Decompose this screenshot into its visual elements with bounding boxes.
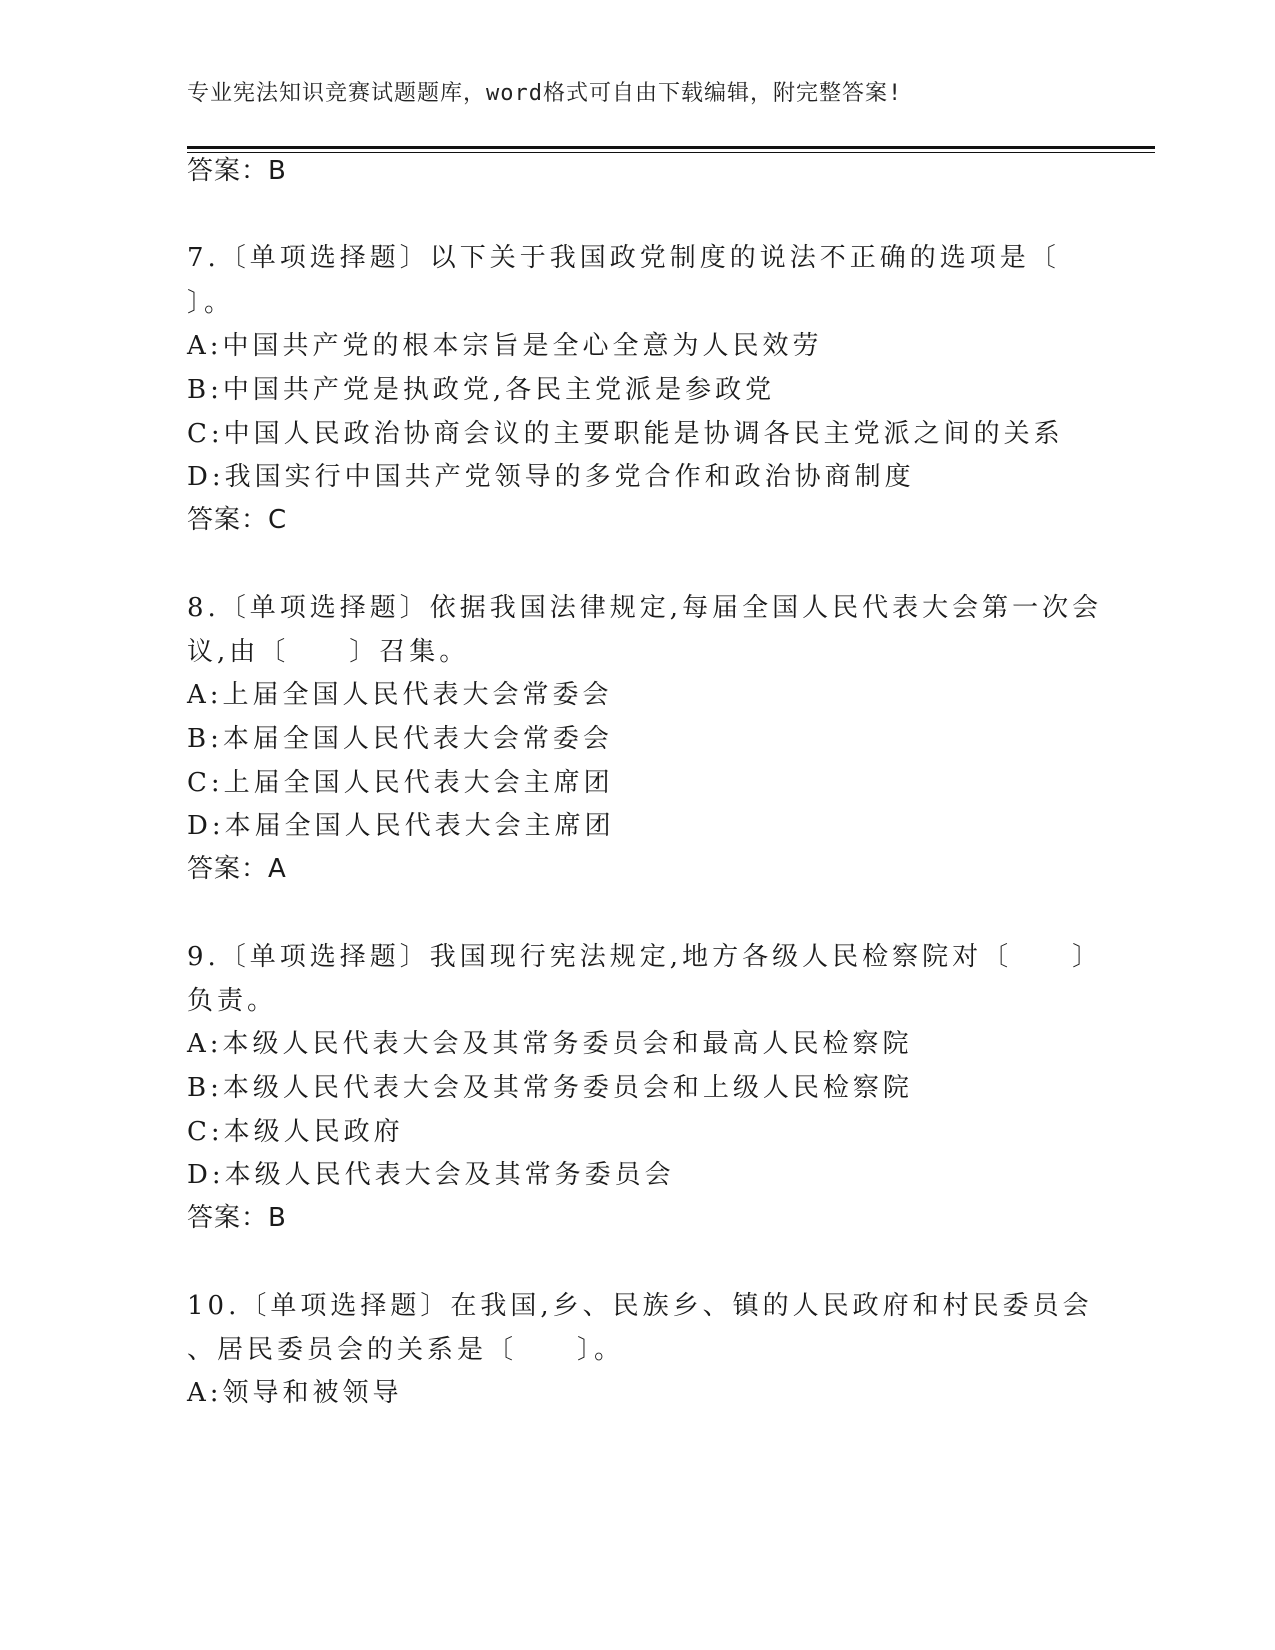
page-header: 专业宪法知识竞赛试题题库，word格式可自由下载编辑，附完整答案! — [187, 81, 903, 106]
header-rule-thin — [187, 152, 1155, 153]
question-7-option-b: B:中国共产党是执政党,各民主党派是参政党 — [187, 375, 776, 405]
question-8-option-d: D:本届全国人民代表大会主席团 — [187, 811, 615, 841]
question-8-stem-line1: 8.〔单项选择题〕依据我国法律规定,每届全国人民代表大会第一次会 — [187, 593, 1103, 623]
question-8-option-c: C:上届全国人民代表大会主席团 — [187, 768, 614, 798]
question-9-option-d: D:本级人民代表大会及其常务委员会 — [187, 1160, 675, 1190]
question-10-stem-line1: 10.〔单项选择题〕在我国,乡、民族乡、镇的人民政府和村民委员会 — [187, 1291, 1093, 1321]
question-8-answer: 答案：A — [187, 854, 287, 884]
question-7-stem-line2: 〕。 — [187, 288, 235, 318]
question-7-stem-line1: 7.〔单项选择题〕以下关于我国政党制度的说法不正确的选项是〔 — [187, 243, 1060, 273]
answer-line: 答案：B — [187, 156, 287, 186]
question-9-answer: 答案：B — [187, 1203, 287, 1233]
question-9-option-b: B:本级人民代表大会及其常务委员会和上级人民检察院 — [187, 1073, 913, 1103]
question-7-option-a: A:中国共产党的根本宗旨是全心全意为人民效劳 — [187, 331, 823, 361]
question-10-option-a: A:领导和被领导 — [187, 1378, 403, 1408]
question-8-stem-line2: 议,由〔 〕召集。 — [187, 637, 470, 667]
question-9-stem-line2: 负责。 — [187, 986, 278, 1016]
question-7-answer: 答案：C — [187, 505, 288, 535]
question-9-stem-line1: 9.〔单项选择题〕我国现行宪法规定,地方各级人民检察院对〔 〕 — [187, 942, 1103, 972]
question-9-option-a: A:本级人民代表大会及其常务委员会和最高人民检察院 — [187, 1029, 913, 1059]
question-8-option-a: A:上届全国人民代表大会常委会 — [187, 680, 613, 710]
question-7-option-d: D:我国实行中国共产党领导的多党合作和政治协商制度 — [187, 462, 915, 492]
header-rule-thick — [187, 146, 1155, 149]
question-10-stem-line2: 、居民委员会的关系是〔 〕。 — [187, 1335, 625, 1365]
question-7-option-c: C:中国人民政治协商会议的主要职能是协调各民主党派之间的关系 — [187, 419, 1064, 449]
question-9-option-c: C:本级人民政府 — [187, 1117, 404, 1147]
question-8-option-b: B:本届全国人民代表大会常委会 — [187, 724, 613, 754]
